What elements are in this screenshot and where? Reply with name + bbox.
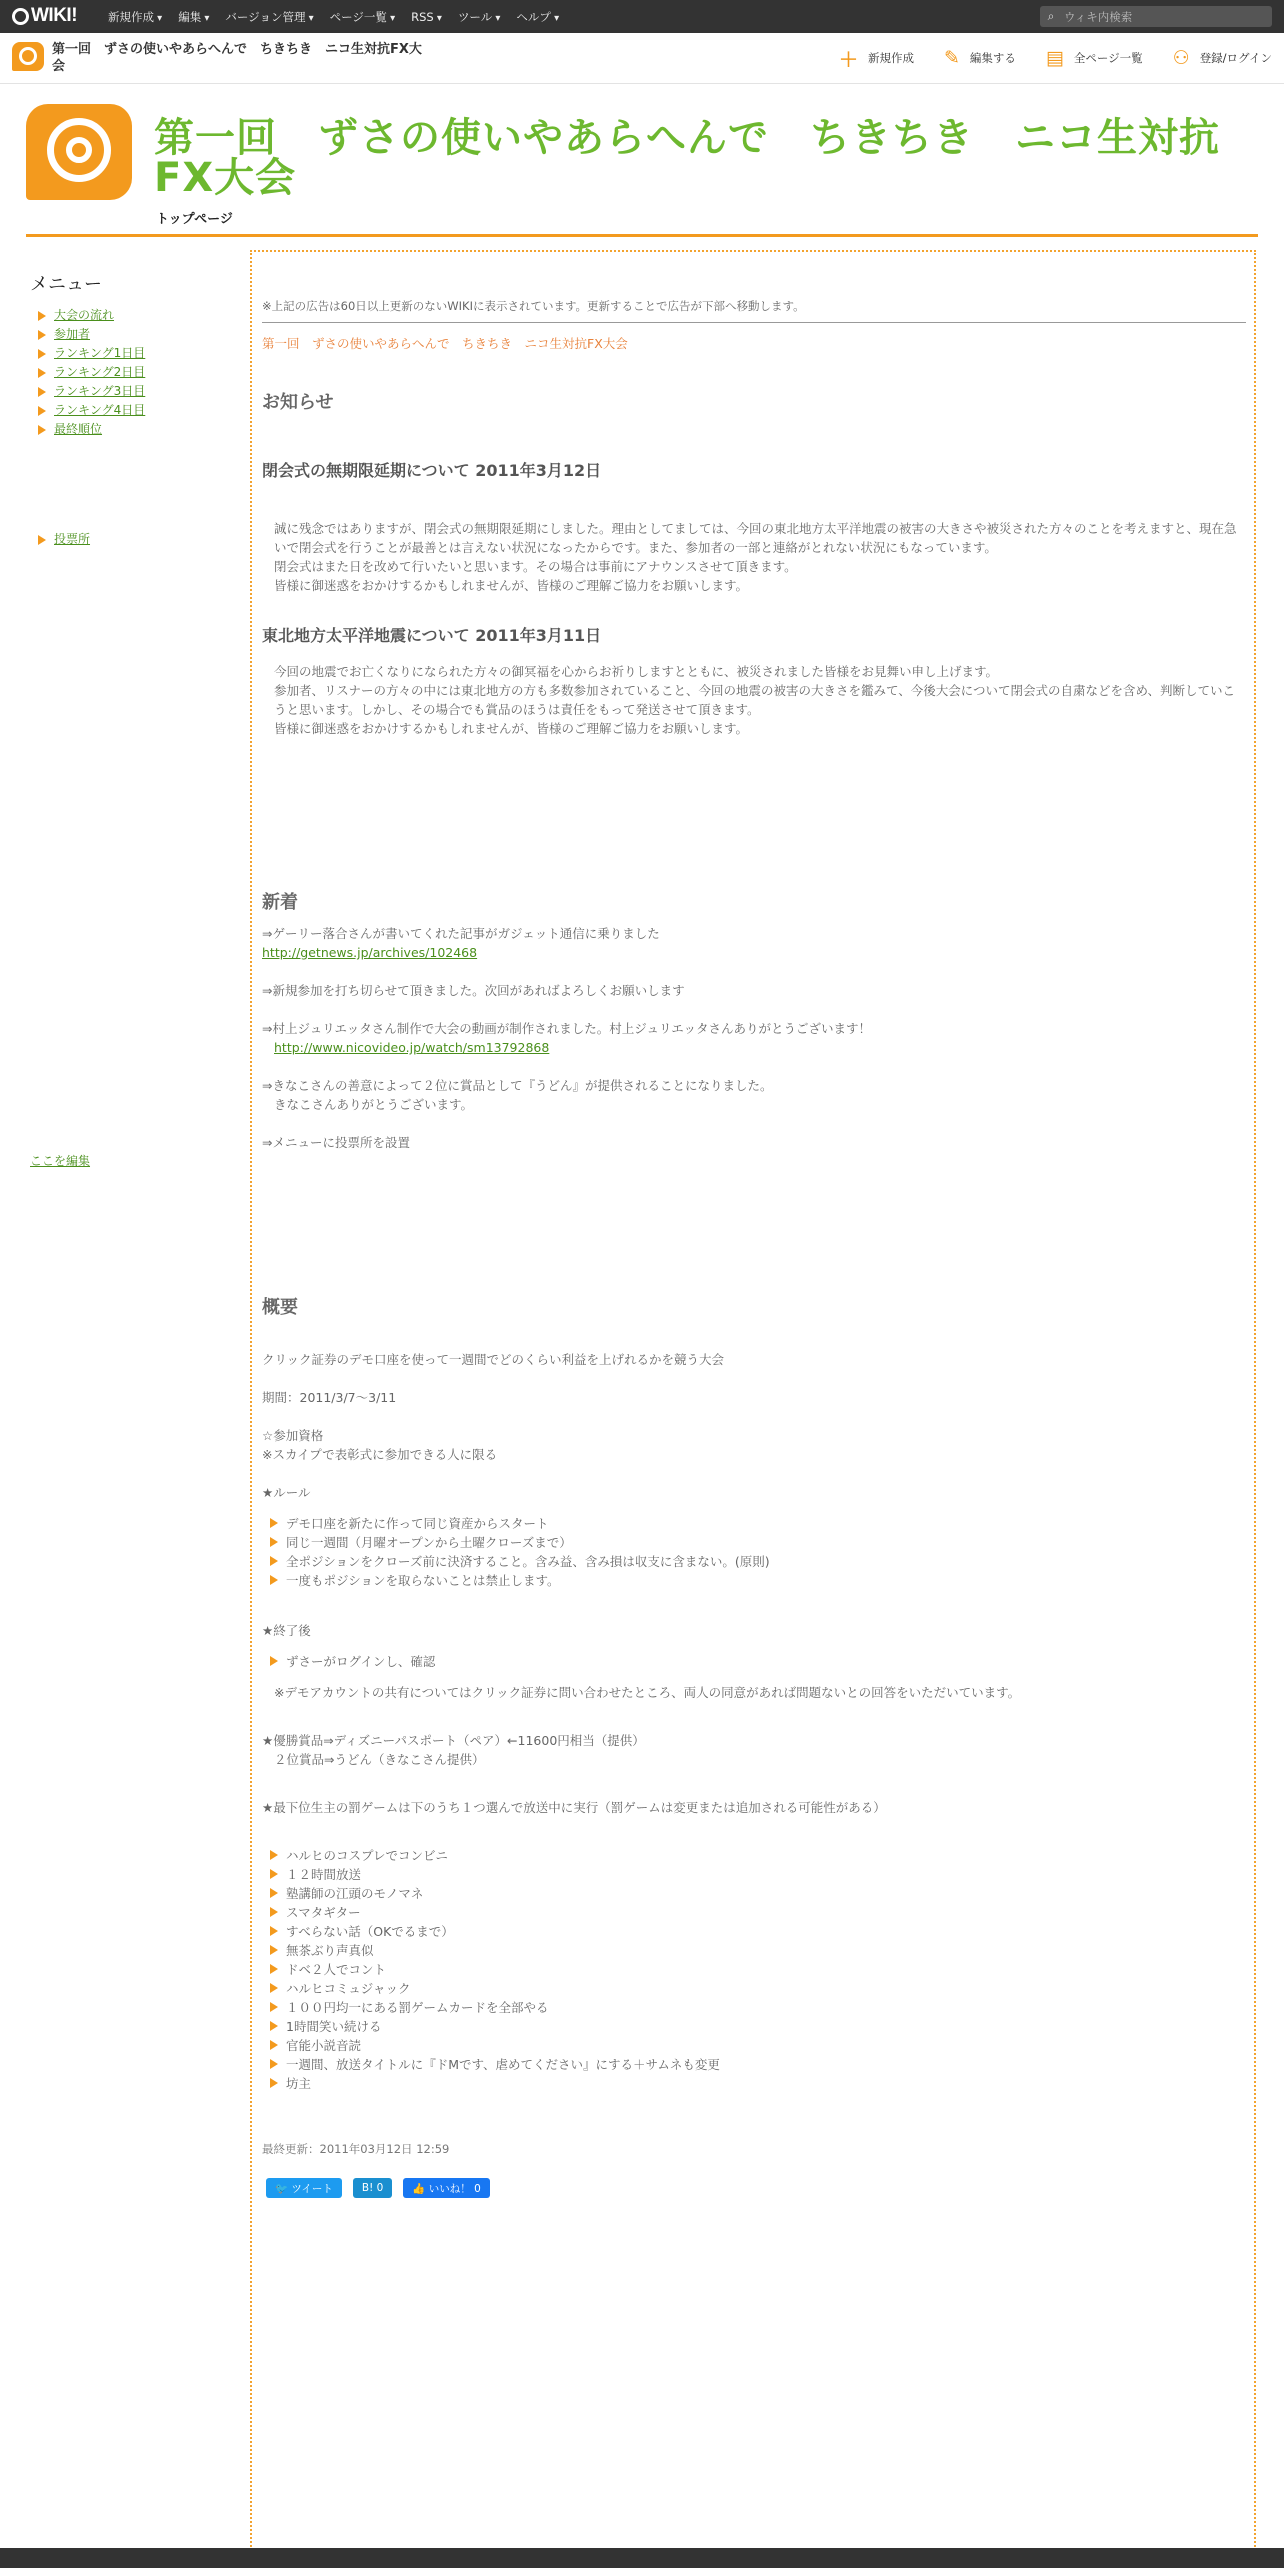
list-item: ずさーがログインし、確認 [262,1652,1246,1671]
notice2-body [262,662,1246,738]
news-heading: お知らせ [262,392,334,413]
global-nav-bar [0,0,1284,33]
list-item: 無茶ぶり声真似 [262,1941,1246,1960]
atwiki-logo[interactable] [12,5,77,27]
content-body [262,298,1246,2195]
notice1-line: 閉会式はまた日を改めて行いたいと思います。その場合は事前にアナウンスさせて頂きます。 [274,559,797,574]
sidebar-link-ranking-day3[interactable]: ランキング3日目 [54,384,146,398]
notice1-line: 皆様に御迷惑をおかけするかもしれませんが、皆様のご理解ご協力をお願いします。 [274,578,749,593]
site-title-small[interactable]: 第一回 ずさの使いやあらへんで ちきちき ニコ生対抗FX大会 [52,42,422,74]
prize-second: ２位賞品⇒うどん（きなこさん提供） [274,1752,485,1767]
all-pages-label: 全ページ一覧 [1073,51,1143,65]
menu-version[interactable]: バージョン管理 ▾ [225,9,313,25]
sidebar-item [30,325,230,344]
overview-period: 期間：2011/3/7～3/11 [262,1390,397,1405]
list-item: 官能小説音読 [262,2036,1246,2055]
notice2-line: 今回の地震でお亡くなりになられた方々の御冥福を心からお祈りしますとともに、被災されました皆様をお見舞い申し上げます。 [274,664,999,679]
footer-bar [0,2548,1284,2568]
main-content [250,250,1256,2550]
site-title[interactable]: 第一回 ずさの使いやあらへんで ちきちき ニコ生対抗FX大会 [154,115,1220,201]
tweet-button[interactable] [266,2178,342,2198]
sidebar-item [30,420,230,439]
hatena-bookmark-button[interactable]: B! 0 [353,2178,392,2198]
new-item: きなこさんありがとうございます。 [274,1097,474,1112]
rules-heading: ★ルール [262,1485,311,1500]
login-label: 登録/ログイン [1199,51,1272,65]
new-heading: 新着 [262,892,298,913]
edit-menu-link[interactable]: ここを編集 [30,1154,91,1168]
nicovideo-link[interactable]: http://www.nicovideo.jp/watch/sm13792868 [274,1040,550,1055]
breadcrumb[interactable]: 第一回 ずさの使いやあらへんで ちきちき ニコ生対抗FX大会 [262,336,628,351]
new-list [262,924,1246,1152]
overview-desc: クリック証券のデモ口座を使って一週間でどのくらい利益を上げれるかを競う大会 [262,1352,725,1367]
tweet-label: ツイート [291,2182,333,2195]
after-list [262,1652,1246,1671]
new-item: ⇒新規参加を打ち切らせて頂きました。次回があればよろしくお願いします [262,983,685,998]
list-item: 一週間、放送タイトルに『ドMです、虐めてください』にする＋サムネも変更 [262,2055,1246,2074]
logo-text: WIKI! [31,5,78,26]
site-subheader [0,33,1284,84]
wiki-logo-icon[interactable] [26,104,132,200]
plus-icon: ＋ [838,48,858,71]
new-item: ⇒メニューに投票所を設置 [262,1135,410,1150]
sidebar-item [30,344,230,363]
prize-first: ★優勝賞品⇒ディズニーパスポート（ペア）←11600円相当（提供） [262,1733,645,1748]
notice2-line: 参加者、リスナーの方々の中には東北地方の方も多数参加されていること、今回の地震の被害の大きさを鑑みて、今後大会について閉会式の自粛などを含め、判断していこうと思います。しかし、その場合でも賞品のほうは責任をもって発送させて頂きます。 [274,683,1236,717]
list-item: すべらない話（OKでるまで） [262,1922,1246,1941]
edit-page-label: 編集する [969,51,1016,65]
new-page-label: 新規作成 [867,51,914,65]
new-item: ⇒きなこさんの善意によって２位に賞品として『うどん』が提供されることになりました。 [262,1078,773,1093]
penalty-list [262,1846,1246,2093]
list-item: 全ポジションをクローズ前に決済すること。含み益、含み損は収支に含まない。(原則) [262,1552,1246,1571]
sidebar-item [30,306,230,325]
rules-list [262,1514,1246,1590]
all-pages-button[interactable] [1046,47,1143,69]
search-icon[interactable]: ⌕ [1047,9,1055,23]
sidebar-vote-menu [30,530,90,549]
list-item: １２時間放送 [262,1865,1246,1884]
wiki-search [1040,6,1272,27]
page-title: トップページ [156,212,233,227]
list-item: 坊主 [262,2074,1246,2093]
notice2-title: 東北地方太平洋地震について 2011年3月11日 [262,626,602,645]
notice1-line: 誠に残念ではありますが、閉会式の無期限延期にしました。理由としてましては、今回の東北地方太平洋地震の被害の大きさや被災された方々のことを考えますと、現在急いで閉会式を行うことが最善とは言えない状況になったからです。また、参加者の一部と連絡がとれない状況にもなっています。 [274,521,1237,555]
new-page-button[interactable] [839,45,914,72]
notice1-body [262,519,1246,595]
pencil-icon: ✎ [943,47,960,69]
list-item: ハルヒコミュジャック [262,1979,1246,1998]
sidebar-link-ranking-day2[interactable]: ランキング2日目 [54,365,146,379]
after-heading: ★終了後 [262,1623,311,1638]
qualification-heading: ☆参加資格 [262,1428,324,1443]
sidebar-link-flow[interactable]: 大会の流れ [54,308,115,322]
list-item: 同じ一週間（月曜オープンから土曜クローズまで） [262,1533,1246,1552]
sidebar [30,270,230,1168]
menu-help[interactable]: ヘルプ ▾ [516,9,559,25]
list-item: １００円均一にある罰ゲームカードを全部やる [262,1998,1246,2017]
sidebar-link-ranking-day1[interactable]: ランキング1日目 [54,346,146,360]
like-label: いいね！ 0 [428,2182,481,2195]
menu-rss[interactable]: RSS ▾ [411,10,442,24]
thumbs-up-icon: 👍 [412,2182,429,2195]
overview-heading: 概要 [262,1297,298,1318]
getnews-link[interactable]: http://getnews.jp/archives/102468 [262,945,478,960]
sidebar-heading: メニュー [30,274,102,295]
list-item: デモ口座を新たに作って同じ資産からスタート [262,1514,1246,1533]
menu-new[interactable]: 新規作成 ▾ [108,9,162,25]
penalty-heading: ★最下位生主の罰ゲームは下のうち１つ選んで放送中に実行（罰ゲームは変更または追加される可能性がある） [262,1800,886,1815]
sidebar-item [30,401,230,420]
sidebar-link-vote[interactable]: 投票所 [54,532,91,546]
list-item: 1時間笑い続ける [262,2017,1246,2036]
menu-edit[interactable]: 編集 ▾ [178,9,209,25]
notice1-title: 閉会式の無期限延期について 2011年3月12日 [262,461,602,480]
list-item: スマタギター [262,1903,1246,1922]
sidebar-link-final[interactable]: 最終順位 [54,422,103,436]
list-item: ハルヒのコスプレでコンビニ [262,1846,1246,1865]
after-note: ※デモアカウントの共有についてはクリック証券に問い合わせたところ、両人の同意があれば問題ないとの回答をいただいています。 [274,1685,1021,1700]
social-buttons [266,2178,501,2198]
sidebar-item [30,363,230,382]
overview-body [262,1350,1246,2093]
page-icon: ▤ [1045,47,1064,69]
sidebar-item [30,530,90,549]
sidebar-menu [30,306,230,439]
notice2-line: 皆様に御迷惑をおかけするかもしれませんが、皆様のご理解ご協力をお願いします。 [274,721,749,736]
last-updated: 最終更新：2011年03月12日 12:59 [262,2142,450,2156]
list-item: ドベ２人でコント [262,1960,1246,1979]
list-item: 一度もポジションを取らないことは禁止します。 [262,1571,1246,1590]
edit-page-button[interactable] [944,47,1016,69]
site-logo-icon[interactable] [12,42,44,71]
at-logo-icon [12,8,29,25]
search-input[interactable] [1062,9,1266,25]
menu-tools[interactable]: ツール ▾ [458,9,500,25]
global-menu [108,0,575,33]
sidebar-link-participants[interactable]: 参加者 [54,327,91,341]
qualification-text: ※スカイプで表彰式に参加できる人に限る [262,1447,498,1462]
ad-notice: ※上記の広告は60日以上更新のないWIKIに表示されています。更新することで広告が下部へ移動します。 [262,298,1246,323]
page-actions [809,33,1272,83]
sidebar-link-ranking-day4[interactable]: ランキング4日目 [54,403,146,417]
new-item: ⇒村上ジュリエッタさん制作で大会の動画が制作されました。村上ジュリエッタさんありがとうございます！ [262,1021,871,1036]
site-header [26,104,1258,237]
login-button[interactable] [1173,47,1272,69]
new-item: ⇒ゲーリー落合さんが書いてくれた記事がガジェット通信に乗りました [262,926,660,941]
list-item: 塾講師の江頭のモノマネ [262,1884,1246,1903]
facebook-like-button[interactable] [403,2178,489,2198]
user-add-icon: ⚇ [1172,47,1190,69]
menu-page-list[interactable]: ページ一覧 ▾ [330,9,395,25]
sidebar-item [30,382,230,401]
twitter-bird-icon: 🐦 [275,2182,292,2195]
